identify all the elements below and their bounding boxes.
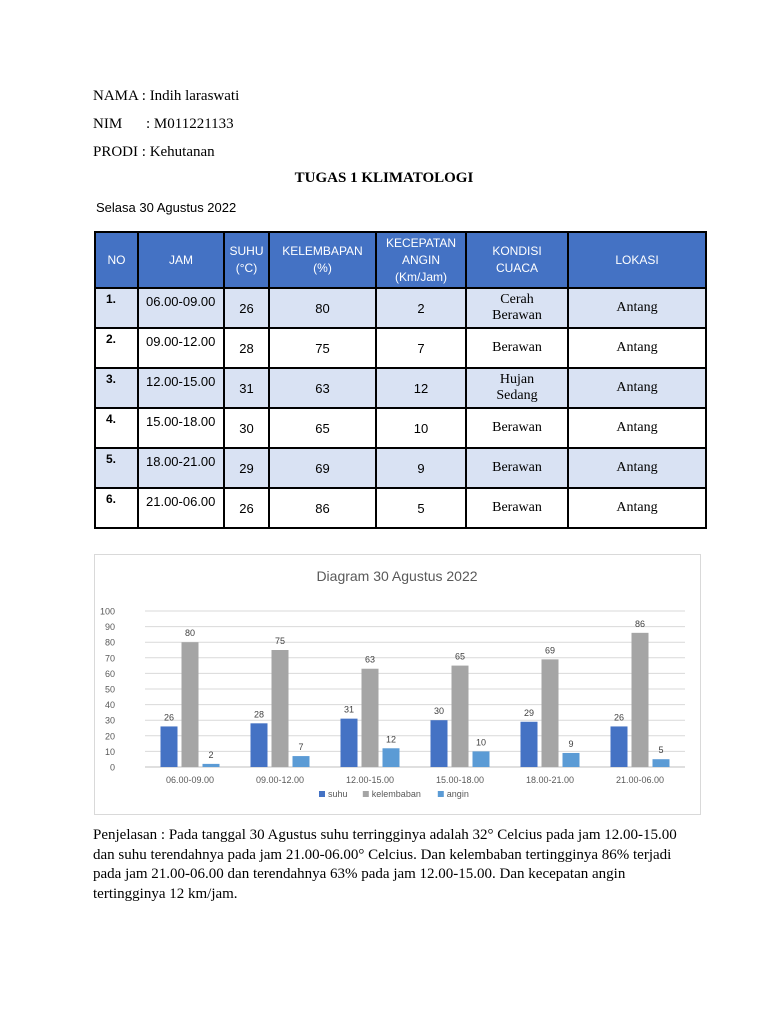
bar-kelembaban <box>182 642 199 767</box>
table-row <box>95 328 706 368</box>
cell-jam: 09.00-12.00 <box>138 328 224 368</box>
bar-suhu <box>431 720 448 767</box>
prodi-value: Kehutanan <box>149 144 215 160</box>
legend-label: kelembaban <box>371 789 421 799</box>
data-label: 26 <box>163 712 175 723</box>
table-row <box>95 408 706 448</box>
table-row <box>95 488 706 528</box>
table-row <box>95 288 706 328</box>
bar-kelembaban <box>362 669 379 767</box>
legend-swatch <box>363 791 369 797</box>
table-row <box>95 368 706 408</box>
y-tick-label: 50 <box>104 684 115 695</box>
cell-suhu: 29 <box>224 448 269 488</box>
cell-jam: 12.00-15.00 <box>138 368 224 408</box>
cell-lokasi: Antang <box>568 448 706 488</box>
cell-kelembapan: 63 <box>269 368 376 408</box>
legend-swatch <box>319 791 325 797</box>
nim-line: NIM : M011221133 <box>93 116 234 132</box>
document-date: Selasa 30 Agustus 2022 <box>96 200 237 215</box>
cell-kelembapan: 80 <box>269 288 376 328</box>
data-label: 29 <box>523 707 535 718</box>
data-label: 86 <box>634 618 646 629</box>
column-header: LOKASI <box>568 232 706 288</box>
bar-suhu <box>611 726 628 767</box>
cell-lokasi: Antang <box>568 368 706 408</box>
data-label: 65 <box>454 651 466 662</box>
bar-suhu <box>341 719 358 767</box>
bar-suhu <box>161 726 178 767</box>
cell-kondisi: Berawan <box>466 408 568 448</box>
legend-label: suhu <box>328 789 348 799</box>
cell-no: 6. <box>95 488 138 528</box>
bar-kelembaban <box>542 659 559 767</box>
cell-angin: 5 <box>376 488 466 528</box>
cell-angin: 10 <box>376 408 466 448</box>
document-title: TUGAS 1 KLIMATOLOGI <box>294 170 474 186</box>
data-label: 7 <box>298 742 304 753</box>
x-tick-label: 09.00-12.00 <box>255 775 305 785</box>
bar-suhu <box>251 723 268 767</box>
x-tick-label: 06.00-09.00 <box>165 775 215 785</box>
cell-jam: 21.00-06.00 <box>138 488 224 528</box>
data-label: 63 <box>364 654 376 665</box>
cell-no: 1. <box>95 288 138 328</box>
cell-kelembapan: 86 <box>269 488 376 528</box>
y-tick-label: 90 <box>104 622 115 633</box>
y-tick-label: 30 <box>104 715 115 726</box>
cell-kondisi: Cerah Berawan <box>466 288 568 328</box>
table-header-row <box>95 232 706 288</box>
chart-title: Diagram 30 Agustus 2022 <box>316 568 478 584</box>
data-label: 28 <box>253 709 265 720</box>
cell-lokasi: Antang <box>568 328 706 368</box>
data-label: 30 <box>433 706 445 717</box>
cell-kelembapan: 69 <box>269 448 376 488</box>
cell-jam: 15.00-18.00 <box>138 408 224 448</box>
data-label: 12 <box>385 734 397 745</box>
cell-angin: 9 <box>376 448 466 488</box>
data-label: 80 <box>184 628 196 639</box>
cell-jam: 06.00-09.00 <box>138 288 224 328</box>
bar-angin <box>383 748 400 767</box>
y-tick-label: 40 <box>104 700 115 711</box>
x-tick-label: 18.00-21.00 <box>525 775 575 785</box>
bar-angin <box>473 751 490 767</box>
cell-kelembapan: 65 <box>269 408 376 448</box>
cell-no: 3. <box>95 368 138 408</box>
bar-kelembaban <box>632 633 649 767</box>
cell-jam: 18.00-21.00 <box>138 448 224 488</box>
cell-kelembapan: 75 <box>269 328 376 368</box>
cell-suhu: 30 <box>224 408 269 448</box>
cell-lokasi: Antang <box>568 488 706 528</box>
cell-kondisi: Berawan <box>466 488 568 528</box>
data-label: 26 <box>613 712 625 723</box>
cell-kondisi: Berawan <box>466 328 568 368</box>
cell-suhu: 26 <box>224 488 269 528</box>
cell-no: 4. <box>95 408 138 448</box>
cell-angin: 7 <box>376 328 466 368</box>
cell-lokasi: Antang <box>568 288 706 328</box>
bar-kelembaban <box>272 650 289 767</box>
nim-label: NIM <box>93 116 123 132</box>
bar-suhu <box>521 722 538 767</box>
data-label: 10 <box>475 737 487 748</box>
prodi-label: PRODI <box>93 144 139 160</box>
column-header: KONDISI CUACA <box>466 232 568 288</box>
data-label: 5 <box>658 745 664 756</box>
bar-kelembaban <box>452 666 469 767</box>
y-tick-label: 0 <box>109 762 115 773</box>
explanation-paragraph: Penjelasan : Pada tanggal 30 Agustus suhu terringginya adalah 32° Celcius pada jam 12.00-15.00 dan suhu terendahnya pada jam 21.00-06.00° Celcius. Dan kelembaban tertingginya 86% terjadi pada jam 21.00-06.00 dan terendahnya 63% pada jam 12.00-15.00. Dan kecepatan angin tertingginya 12 km/jam. <box>93 827 677 902</box>
cell-angin: 2 <box>376 288 466 328</box>
column-header: NO <box>95 232 138 288</box>
table-row <box>95 448 706 488</box>
column-header: KELEMBAPAN (%) <box>269 232 376 288</box>
cell-suhu: 31 <box>224 368 269 408</box>
cell-kondisi: Hujan Sedang <box>466 368 568 408</box>
cell-suhu: 28 <box>224 328 269 368</box>
x-tick-label: 12.00-15.00 <box>345 775 395 785</box>
cell-no: 2. <box>95 328 138 368</box>
data-label: 75 <box>274 636 286 646</box>
y-tick-label: 20 <box>104 731 115 742</box>
x-tick-label: 15.00-18.00 <box>435 775 485 785</box>
nama-line: NAMA : Indih laraswati <box>93 88 240 104</box>
data-label: 2 <box>208 749 214 760</box>
y-tick-label: 60 <box>104 668 115 679</box>
bar-angin <box>203 764 220 767</box>
prodi-line: PRODI : Kehutanan <box>93 144 215 160</box>
nama-label: NAMA <box>93 88 139 104</box>
column-header: KECEPATAN ANGIN (Km/Jam) <box>376 232 466 288</box>
cell-no: 5. <box>95 448 138 488</box>
cell-angin: 12 <box>376 368 466 408</box>
y-tick-label: 100 <box>99 606 115 617</box>
nama-value: Indih laraswati <box>149 88 240 104</box>
y-tick-label: 80 <box>104 637 115 648</box>
bar-chart-svg <box>95 555 700 814</box>
weather-table <box>94 231 707 529</box>
bar-chart <box>94 554 701 815</box>
bar-angin <box>563 753 580 767</box>
bar-angin <box>653 759 670 767</box>
data-label: 69 <box>544 645 556 656</box>
column-header: SUHU (°C) <box>224 232 269 288</box>
y-tick-label: 70 <box>104 653 115 664</box>
y-tick-label: 10 <box>104 746 115 757</box>
nim-value: M011221133 <box>153 116 234 132</box>
bar-angin <box>293 756 310 767</box>
data-label: 9 <box>568 738 574 749</box>
cell-lokasi: Antang <box>568 408 706 448</box>
column-header: JAM <box>138 232 224 288</box>
legend-swatch <box>438 791 444 797</box>
data-label: 31 <box>343 704 355 715</box>
cell-suhu: 26 <box>224 288 269 328</box>
legend-label: angin <box>446 789 469 799</box>
x-tick-label: 21.00-06.00 <box>615 775 665 785</box>
cell-kondisi: Berawan <box>466 448 568 488</box>
